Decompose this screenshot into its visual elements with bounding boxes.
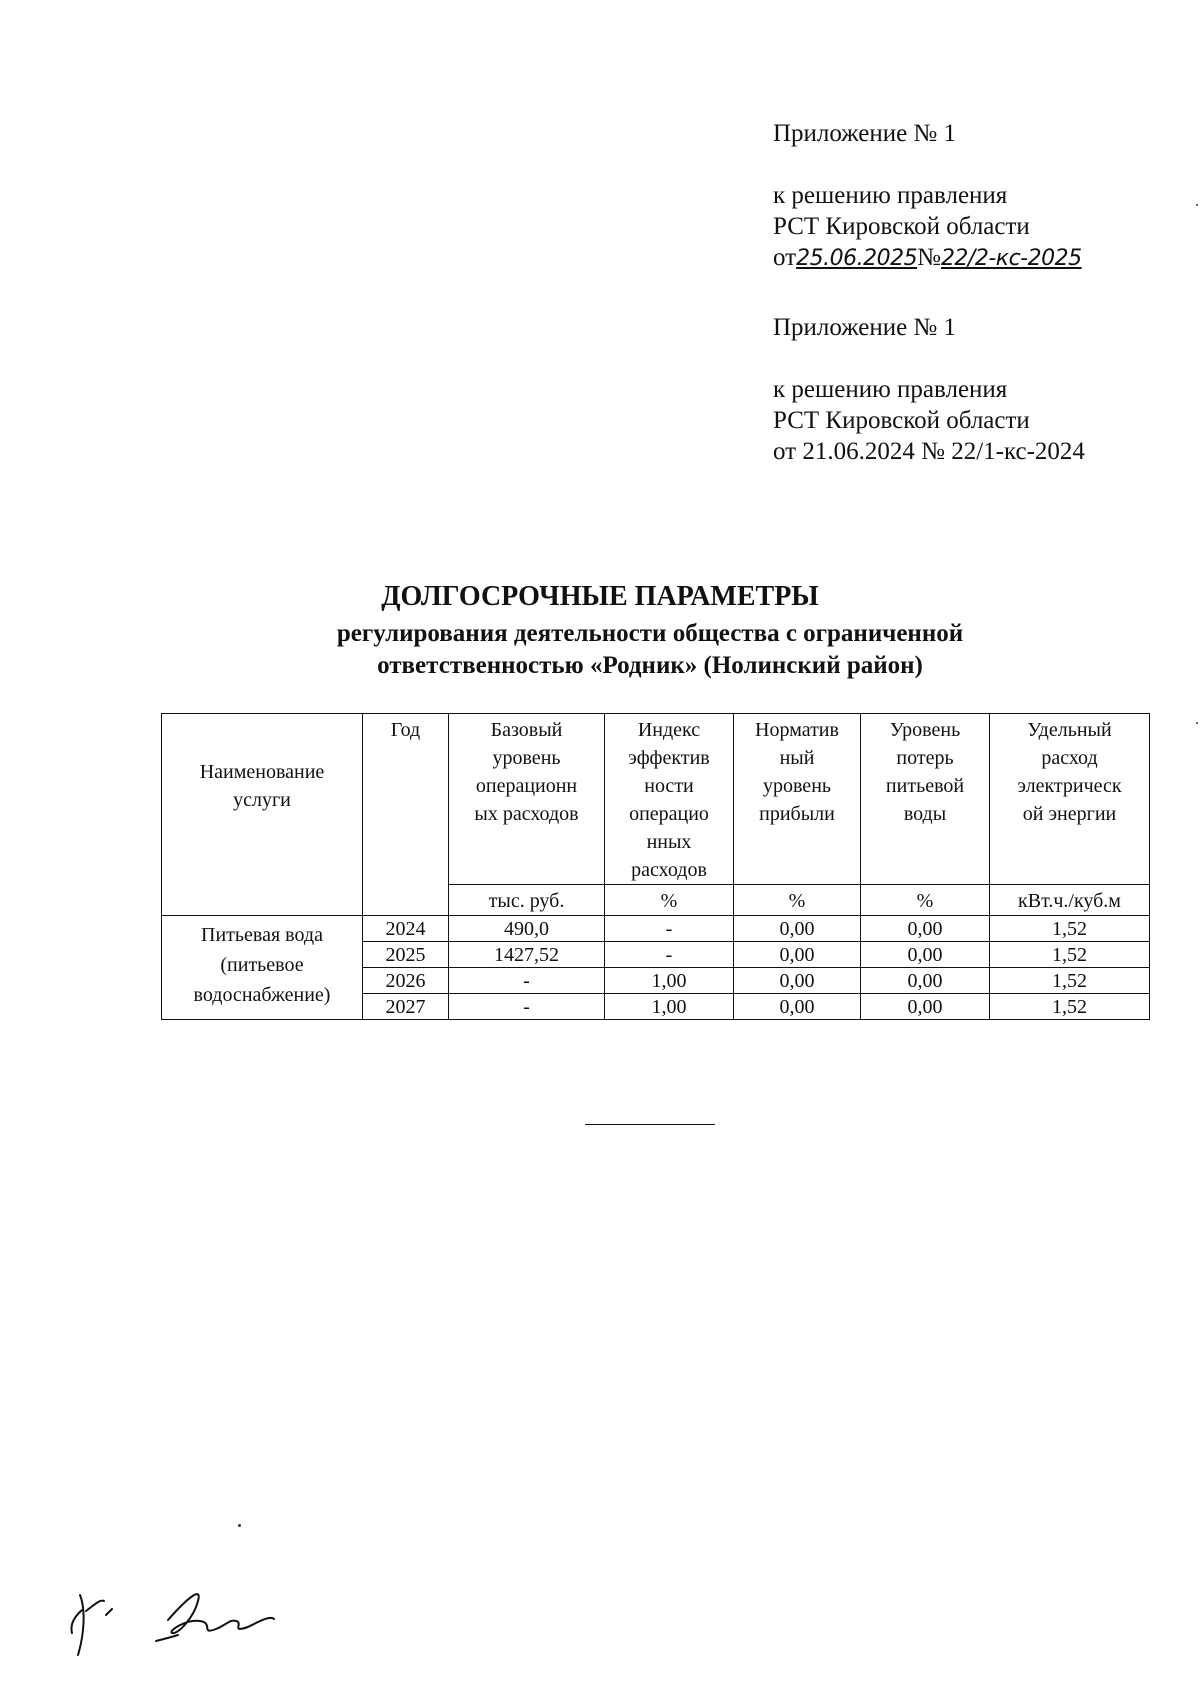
annex-new-date-prefix: от bbox=[773, 244, 797, 271]
cell-index: - bbox=[605, 916, 734, 942]
cell-year: 2027 bbox=[363, 994, 449, 1020]
unit-cell: % bbox=[734, 885, 861, 916]
annex-old-line1: к решению правления bbox=[773, 376, 1008, 403]
service-name-line: Питьевая вода bbox=[201, 924, 323, 946]
column-header-line: операционн bbox=[475, 775, 578, 797]
cell-index: - bbox=[605, 942, 734, 968]
cell-energy: 1,52 bbox=[990, 942, 1150, 968]
document-subtitle-line1: регулирования деятельности общества с ограниченной bbox=[336, 620, 964, 647]
column-header-line: ный bbox=[779, 747, 815, 769]
cell-profit: 0,00 bbox=[734, 942, 861, 968]
annex-new bbox=[773, 118, 1082, 274]
service-name-cell bbox=[162, 916, 363, 1020]
column-header bbox=[363, 714, 449, 916]
handwritten-signature bbox=[60, 1575, 280, 1665]
unit-cell: тыс. руб. bbox=[449, 885, 605, 916]
cell-year: 2025 bbox=[363, 942, 449, 968]
cell-year: 2026 bbox=[363, 968, 449, 994]
column-header-line: питьевой bbox=[885, 775, 965, 797]
closing-rule bbox=[585, 1124, 715, 1125]
column-header-line: Базовый bbox=[490, 719, 563, 741]
column-header bbox=[605, 714, 734, 885]
cell-base: 490,0 bbox=[449, 916, 605, 942]
column-header-line: эффектив bbox=[628, 747, 710, 769]
service-name-line: водоснабжение) bbox=[193, 984, 331, 1006]
column-header-line: Удельный bbox=[1027, 719, 1112, 741]
column-header bbox=[162, 714, 363, 916]
column-header-line: Уровень bbox=[889, 719, 961, 741]
annex-new-date-line bbox=[773, 242, 1082, 274]
column-header-line: расход bbox=[1041, 747, 1098, 769]
column-header-line: ности bbox=[644, 775, 694, 797]
annex-new-number-prefix: № bbox=[917, 244, 941, 271]
column-header bbox=[734, 714, 861, 885]
column-header-line: операцио bbox=[629, 803, 709, 825]
annex-old bbox=[773, 312, 1085, 467]
cell-loss: 0,00 bbox=[861, 942, 990, 968]
annex-new-title: Приложение № 1 bbox=[773, 120, 957, 147]
column-header bbox=[449, 714, 605, 885]
cell-loss: 0,00 bbox=[861, 994, 990, 1020]
unit-cell: % bbox=[605, 885, 734, 916]
annex-new-number: 22/2-кс-2025 bbox=[940, 246, 1082, 271]
document-subtitle bbox=[0, 618, 1200, 682]
cell-loss: 0,00 bbox=[861, 916, 990, 942]
column-header bbox=[990, 714, 1150, 885]
column-header-line: Индекс bbox=[637, 719, 701, 741]
annex-old-line3: от 21.06.2024 № 22/1-кс-2024 bbox=[773, 438, 1085, 465]
table-row bbox=[162, 916, 1150, 942]
cell-base: - bbox=[449, 968, 605, 994]
parameters-table bbox=[161, 713, 1150, 1020]
column-header-line: прибыли bbox=[759, 803, 835, 825]
cell-energy: 1,52 bbox=[990, 994, 1150, 1020]
column-header-line: Наименование bbox=[199, 760, 325, 783]
column-header-line: ой энергии bbox=[1022, 803, 1117, 825]
unit-cell: кВт.ч./куб.м bbox=[990, 885, 1150, 916]
column-header-line: уровень bbox=[492, 747, 561, 769]
cell-index: 1,00 bbox=[605, 994, 734, 1020]
margin-mark bbox=[1196, 204, 1198, 206]
column-header-line: нных bbox=[646, 831, 692, 853]
annex-old-title: Приложение № 1 bbox=[773, 314, 957, 341]
document-title: ДОЛГОСРОЧНЫЕ ПАРАМЕТРЫ bbox=[381, 581, 819, 612]
document-subtitle-line2: ответственностью «Родник» (Нолинский район) bbox=[377, 652, 923, 679]
cell-index: 1,00 bbox=[605, 968, 734, 994]
column-header-line: воды bbox=[903, 803, 947, 825]
column-header-line: расходов bbox=[631, 859, 707, 881]
annex-new-line2: РСТ Кировской области bbox=[773, 213, 1030, 240]
annex-new-date: 25.06.2025 bbox=[796, 246, 918, 271]
margin-mark bbox=[1196, 722, 1198, 724]
unit-cell: % bbox=[861, 885, 990, 916]
column-header-line: ых расходов bbox=[474, 803, 579, 825]
column-header-line: Год bbox=[390, 719, 421, 741]
annex-new-line1: к решению правления bbox=[773, 182, 1008, 209]
column-header-line: услуги bbox=[233, 788, 291, 811]
column-header bbox=[861, 714, 990, 885]
column-header-line: электрическ bbox=[1017, 775, 1122, 797]
cell-profit: 0,00 bbox=[734, 994, 861, 1020]
cell-year: 2024 bbox=[363, 916, 449, 942]
cell-loss: 0,00 bbox=[861, 968, 990, 994]
column-header-line: потерь bbox=[896, 747, 954, 769]
cell-base: - bbox=[449, 994, 605, 1020]
stray-mark bbox=[238, 1524, 241, 1527]
table-header-row bbox=[162, 714, 1150, 885]
cell-energy: 1,52 bbox=[990, 968, 1150, 994]
column-header-line: уровень bbox=[762, 775, 832, 797]
cell-profit: 0,00 bbox=[734, 916, 861, 942]
service-name-line: (питьевое bbox=[220, 954, 304, 976]
cell-base: 1427,52 bbox=[449, 942, 605, 968]
cell-energy: 1,52 bbox=[990, 916, 1150, 942]
column-header-line: Норматив bbox=[755, 719, 839, 741]
cell-profit: 0,00 bbox=[734, 968, 861, 994]
annex-old-line2: РСТ Кировской области bbox=[773, 407, 1030, 434]
